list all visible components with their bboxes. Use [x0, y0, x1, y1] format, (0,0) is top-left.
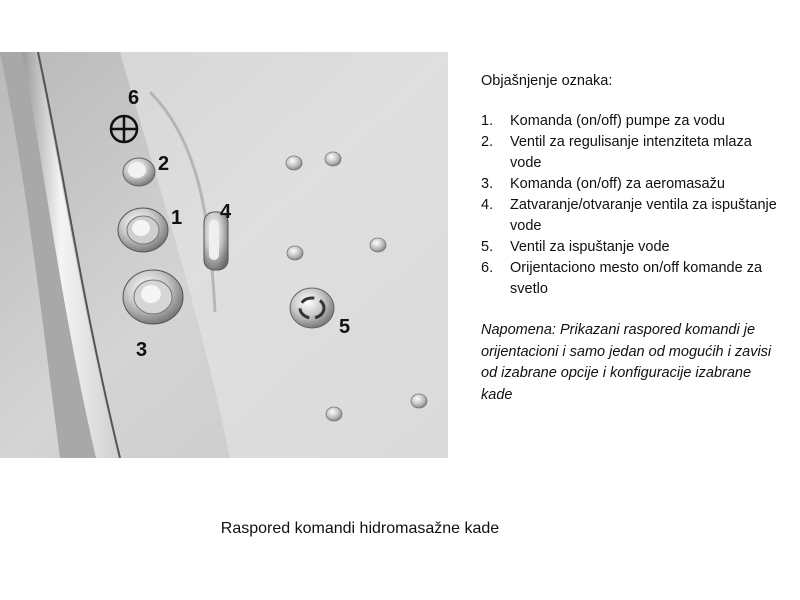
legend-item	[481, 237, 781, 258]
label-2: 2	[158, 153, 170, 175]
jet	[286, 156, 302, 170]
legend-item	[481, 111, 781, 132]
jet	[325, 152, 341, 166]
legend-item-number: 4.	[481, 197, 494, 213]
light-position-marker	[111, 116, 137, 142]
label-4: 4	[220, 201, 232, 223]
legend-item	[481, 132, 781, 174]
label-6: 6	[128, 87, 140, 109]
legend-list	[481, 111, 781, 300]
legend-item-text: Komanda (on/off) pumpe za vodu	[510, 113, 725, 129]
jet	[411, 394, 427, 408]
legend-item-number: 5.	[481, 239, 494, 255]
legend-title: Objašnjenje oznaka:	[481, 73, 613, 89]
legend-item	[481, 195, 781, 237]
legend-note: Napomena: Prikazani raspored komandi je orijentacioni i samo jedan od mogućih i zavisi od izabrane opcije i konfiguracije izabrane kade	[481, 322, 772, 403]
legend-item-number: 1.	[481, 113, 494, 129]
bathtub-illustration	[0, 52, 448, 458]
jet	[326, 407, 342, 421]
jet	[370, 238, 386, 252]
legend-item	[481, 258, 781, 300]
air-massage-button	[123, 270, 183, 324]
figure-caption: Raspored komandi hidromasažne kade	[220, 520, 500, 537]
legend-item-number: 6.	[481, 260, 494, 276]
bathtub-photo	[0, 52, 448, 458]
legend-item	[481, 174, 781, 195]
legend-item-text: Orijentaciono mesto on/off komande za svetlo	[510, 260, 763, 297]
jet-regulator-valve	[123, 158, 155, 186]
label-3: 3	[136, 339, 148, 361]
label-5: 5	[339, 316, 351, 338]
legend-item-text: Ventil za ispuštanje vode	[510, 239, 670, 255]
legend-item-text: Komanda (on/off) za aeromasažu	[510, 176, 725, 192]
water-pump-button	[118, 208, 168, 252]
label-1: 1	[171, 207, 183, 229]
legend-panel	[481, 71, 781, 406]
legend-item-text: Zatvaranje/otvaranje ventila za ispuštanje vode	[510, 197, 777, 234]
legend-item-text: Ventil za regulisanje intenziteta mlaza vode	[510, 134, 752, 171]
legend-item-number: 3.	[481, 176, 494, 192]
jet	[287, 246, 303, 260]
drain-valve	[290, 288, 334, 328]
legend-item-number: 2.	[481, 134, 494, 150]
